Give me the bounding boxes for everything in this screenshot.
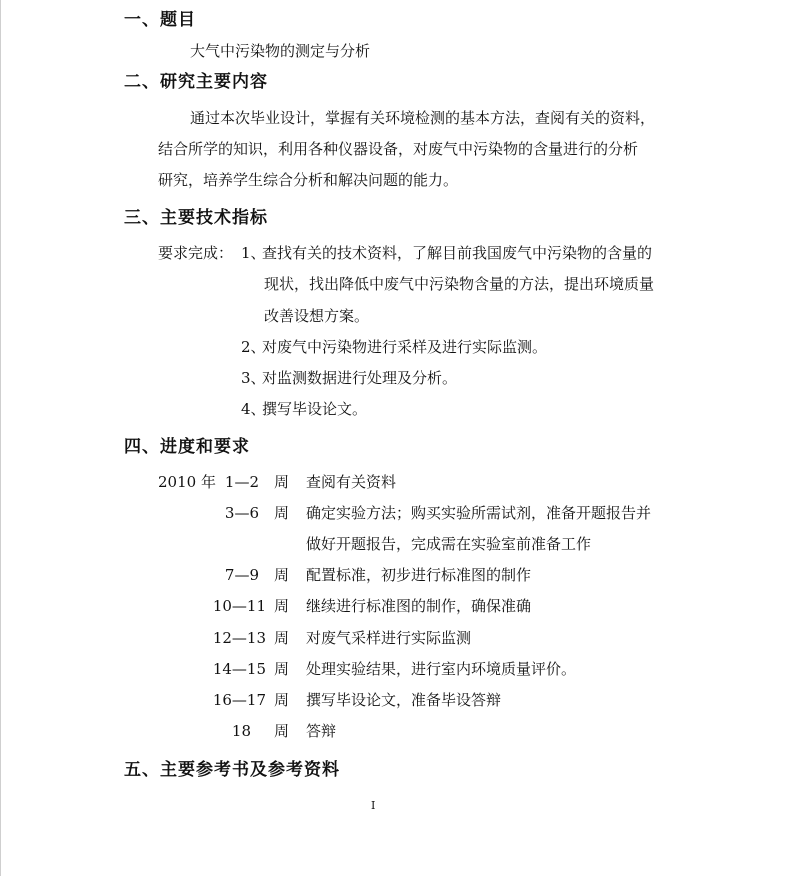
section-heading-schedule: 四、进度和要求 (124, 437, 250, 457)
schedule-week-unit: 周 (274, 629, 290, 647)
research-content-line-2: 结合所学的知识，利用各种仪器设备，对废气中污染物的含量进行的分析 (158, 140, 639, 158)
research-content-line-3: 研究，培养学生综合分析和解决问题的能力。 (158, 171, 459, 189)
research-content-line-1: 通过本次毕业设计，掌握有关环境检测的基本方法，查阅有关的资料， (190, 109, 656, 127)
schedule-task: 撰写毕设论文，准备毕设答辩 (306, 691, 502, 709)
page-left-border (0, 0, 1, 876)
schedule-weeks: 10—11 (212, 597, 266, 615)
schedule-task: 答辩 (306, 722, 337, 740)
schedule-week-unit: 周 (274, 691, 290, 709)
schedule-week-unit: 周 (274, 504, 290, 522)
schedule-week-unit: 周 (274, 722, 290, 740)
section-heading-technical-indicators: 三、主要技术指标 (124, 208, 268, 228)
schedule-year: 2010 年 (158, 473, 216, 491)
schedule-week-unit: 周 (274, 660, 290, 678)
section-heading-topic: 一、题目 (124, 10, 196, 30)
requirement-text: 对废气中污染物进行采样及进行实际监测。 (262, 338, 548, 356)
requirement-text: 改善设想方案。 (264, 307, 370, 325)
schedule-task: 对废气采样进行实际监测 (306, 629, 472, 647)
schedule-task: 查阅有关资料 (306, 473, 397, 491)
requirement-number: 4、 (241, 400, 266, 418)
page-number: I (371, 799, 376, 812)
schedule-task: 处理实验结果，进行室内环境质量评价。 (306, 660, 577, 678)
requirement-text: 对监测数据进行处理及分析。 (262, 369, 458, 387)
schedule-weeks: 14—15 (212, 660, 266, 678)
schedule-weeks: 1—2 (224, 473, 259, 491)
section-heading-research-content: 二、研究主要内容 (124, 72, 268, 92)
section-heading-references: 五、主要参考书及参考资料 (124, 760, 340, 780)
schedule-weeks: 3—6 (224, 504, 259, 522)
schedule-task: 配置标准，初步进行标准图的制作 (306, 566, 532, 584)
schedule-week-unit: 周 (274, 473, 290, 491)
schedule-weeks: 16—17 (212, 691, 266, 709)
requirement-text: 现状，找出降低中废气中污染物含量的方法，提出环境质量 (264, 275, 655, 293)
schedule-week-unit: 周 (274, 566, 290, 584)
schedule-weeks: 18 (231, 722, 251, 740)
requirements-intro: 要求完成： (158, 244, 234, 262)
schedule-week-unit: 周 (274, 597, 290, 615)
schedule-task: 继续进行标准图的制作，确保准确 (306, 597, 532, 615)
schedule-weeks: 7—9 (224, 566, 259, 584)
requirement-text: 撰写毕设论文。 (262, 400, 368, 418)
schedule-task: 做好开题报告，完成需在实验室前准备工作 (306, 535, 592, 553)
schedule-task: 确定实验方法；购买实验所需试剂，准备开题报告并 (306, 504, 652, 522)
requirement-number: 3、 (241, 369, 266, 387)
requirement-number: 2、 (241, 338, 266, 356)
thesis-title: 大气中污染物的测定与分析 (190, 42, 371, 60)
requirement-text: 查找有关的技术资料，了解目前我国废气中污染物的含量的 (262, 244, 653, 262)
schedule-weeks: 12—13 (212, 629, 266, 647)
requirement-number: 1、 (241, 244, 266, 262)
